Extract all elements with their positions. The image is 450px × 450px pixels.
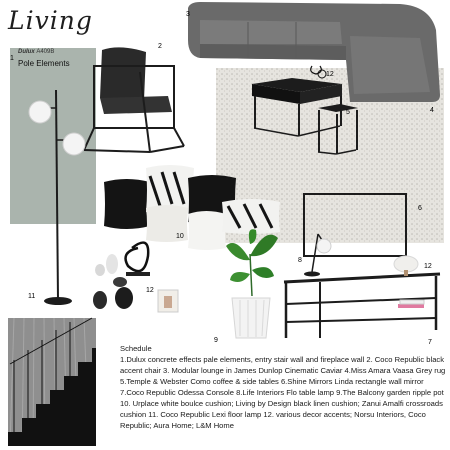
label-9: 9 xyxy=(214,337,218,344)
label-10: 10 xyxy=(176,233,184,240)
label-5: 5 xyxy=(346,109,350,116)
board-title: Living xyxy=(8,6,93,35)
accent-chair-image xyxy=(84,47,184,152)
label-4: 4 xyxy=(430,107,434,114)
coffee-table-image xyxy=(252,78,358,154)
schedule-block xyxy=(120,343,446,431)
label-8: 8 xyxy=(298,257,302,264)
decor-accents-image xyxy=(93,243,178,312)
floor-lamp-image xyxy=(29,90,85,305)
label-2: 2 xyxy=(158,43,162,50)
paint-name: Pole Elements xyxy=(18,59,70,68)
label-1: 1 xyxy=(10,55,14,62)
label-12c: 12 xyxy=(424,263,432,270)
schedule-text: 1.Dulux concrete effects pale elements, entry stair wall and fireplace wall 2. Coco Republic black accent chair 3. Modular lounge in James Dunlop Cinematic Caviar 4.Miss Amara Vaasa Grey rug 5.Temple & Webster Como coffee & side tables 6.Shine Mirrors Linda rectangle wall mirror 7.Coco Republic Odessa Console 8.Life Interiors Flo table lamp 9.The Balcony garden ripple pot 10. Urplace white boulce cushion; Living by Design black linen cushion; Zanui Amalfi crossroads cushion 11. Coco Republic Lexi floor lamp 12. various decor accents; Norsu Interiors, Coco Republic; Aura Home; L&M Home xyxy=(120,355,446,430)
label-12a: 12 xyxy=(146,287,154,294)
label-12b: 12 xyxy=(326,71,334,78)
label-3: 3 xyxy=(186,11,190,18)
label-7: 7 xyxy=(428,339,432,346)
paint-brand-logo: Dulux A409B xyxy=(18,49,55,55)
plant-pot-image xyxy=(226,229,278,338)
decor-sculpture-image xyxy=(311,66,326,78)
label-11: 11 xyxy=(28,293,36,300)
label-6: 6 xyxy=(418,205,422,212)
schedule-heading: Schedule xyxy=(120,344,152,353)
stair-wall-photo xyxy=(8,318,96,446)
